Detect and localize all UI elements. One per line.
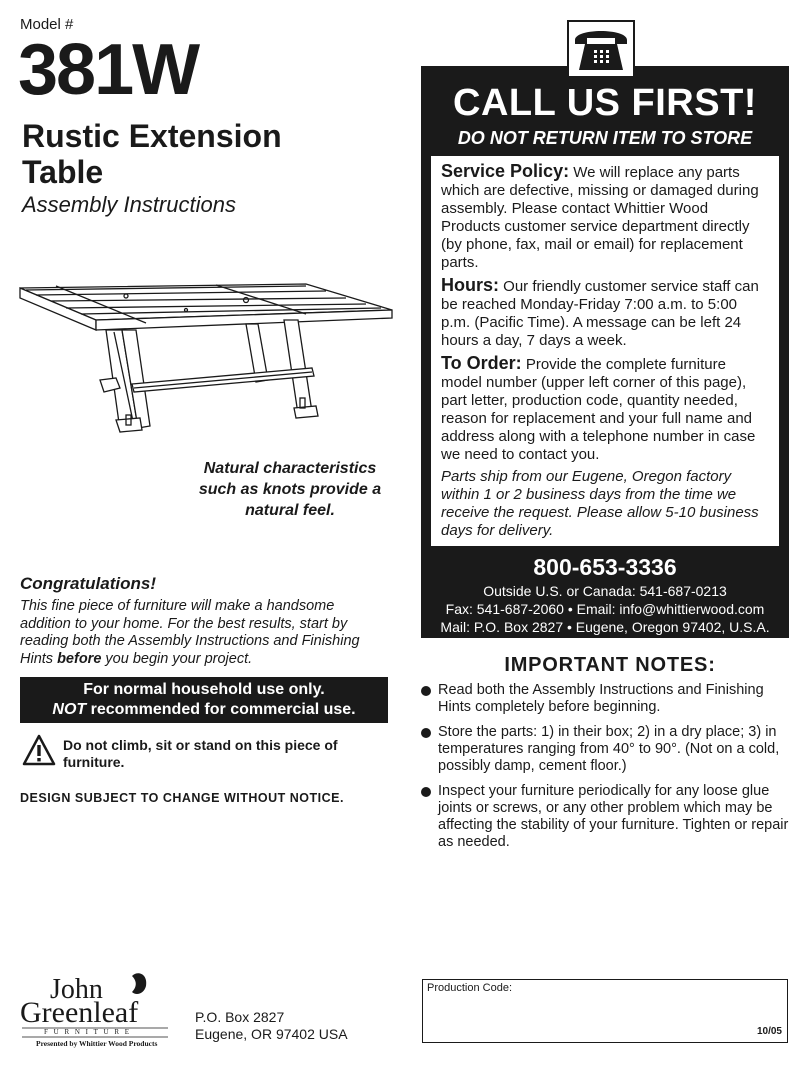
date-code: 10/05 [756,1026,782,1037]
note-text: Inspect your furniture periodically for any loose glue joints or screws, or any other problem which may be affecting the stability of your furniture. Tighten or repair as needed. [438,783,789,850]
call-subtitle: DO NOT RETURN ITEM TO STORE [457,128,753,148]
design-notice: DESIGN SUBJECT TO CHANGE WITHOUT NOTICE. [20,791,344,805]
title-line-1: Rustic Extension [22,118,282,154]
product-subtitle: Assembly Instructions [22,192,236,217]
call-title: CALL US FIRST! [453,82,757,124]
to-order-text: Provide the complete furniture model number (upper left corner of this page), part letter, production code, quantity needed, reason for replacement and your full name and address along with a telephone number in case we need to contact you. [441,356,756,463]
brand-logo [20,970,190,1050]
caption-line-2: such as knots provide a [198,481,382,498]
usage-line-2 [20,700,388,720]
ship-note: Parts ship from our Eugene, Oregon factory within 1 or 2 business days from the time we receive the request. Please allow 5-10 business days for delivery. [441,468,759,539]
to-order-lead: To Order: [441,353,522,373]
usage-not-word: NOT [52,701,87,718]
logo-presented-by: Presented by Whittier Wood Products [36,1039,158,1048]
logo-john: John [50,974,103,1005]
production-code-label: Production Code: [427,982,512,994]
model-number: 381W [18,30,199,110]
bullet-icon [421,728,431,738]
contact-outside: Outside U.S. or Canada: 541-687-0213 [483,583,727,599]
contact-mail: Mail: P.O. Box 2827 • Eugene, Oregon 97402, U.S.A. [440,619,770,635]
hours-text: Our friendly customer service staff can be reached Monday-Friday 7:00 a.m. to 5:00 p.m. (Pacific Time). A message can be left 24 hours a day, 7 days a week. [441,278,759,349]
illustration-caption [190,458,390,521]
service-policy [441,162,769,272]
phone-icon [567,20,635,78]
hours [441,276,769,350]
leaf-icon [132,973,146,994]
call-us-box [421,66,789,638]
notes-list [420,682,790,859]
address-line-1: P.O. Box 2827 [195,1009,285,1025]
usage-line-2-rest: recommended for commercial use. [86,701,356,718]
product-title [22,118,282,190]
caption-line-3: natural feel. [245,502,335,519]
table-illustration [16,280,394,440]
address-line-2: Eugene, OR 97402 USA [195,1026,348,1042]
congrats-body [20,598,380,668]
service-policy-text: We will replace any parts which are defective, missing or damaged during assembly. Please contact Whittier Wood Products customer service department directly (by phone, fax, mail or email) for replacement parts. [441,164,759,271]
logo-furniture: F U R N I T U R E [44,1028,132,1036]
production-code-box[interactable] [422,979,788,1043]
congrats-text-start: This fine piece of furniture will make a handsome addition to your home. For the best results, start by reading both the Assembly Instructions and Finishing Hints [20,598,360,667]
to-order [441,354,769,464]
model-label: Model # [20,16,74,33]
note-text: Read both the Assembly Instructions and Finishing Hints completely before beginning. [438,682,764,715]
phone-number[interactable]: 800-653-3336 [533,554,677,580]
congrats-heading: Congratulations! [20,574,156,593]
warning-text: Do not climb, sit or stand on this piece of furniture. [63,737,338,770]
usage-banner [20,677,388,723]
usage-line-1: For normal household use only. [83,681,325,698]
bullet-icon [421,686,431,696]
logo-greenleaf: Greenleaf [20,996,139,1029]
warning-icon [22,734,56,766]
congrats-text-bold: before [57,650,102,667]
list-item [420,724,790,775]
title-line-2: Table [22,154,104,190]
service-policy-lead: Service Policy: [441,161,570,181]
list-item [420,682,790,716]
list-item [420,783,790,851]
congrats-text-end: you begin your project. [101,650,253,667]
policy-box [431,156,779,546]
caption-line-1: Natural characteristics [203,460,377,477]
note-text: Store the parts: 1) in their box; 2) in a dry place; 3) in temperatures ranging from 40° to 90°. (Not on a cold, possibly damp, cement floor.) [438,724,780,774]
footer-address [195,1009,348,1043]
bullet-icon [421,787,431,797]
notes-heading: IMPORTANT NOTES: [504,654,716,676]
contact-fax-email: Fax: 541-687-2060 • Email: info@whittierwood.com [445,601,765,617]
hours-lead: Hours: [441,275,499,295]
